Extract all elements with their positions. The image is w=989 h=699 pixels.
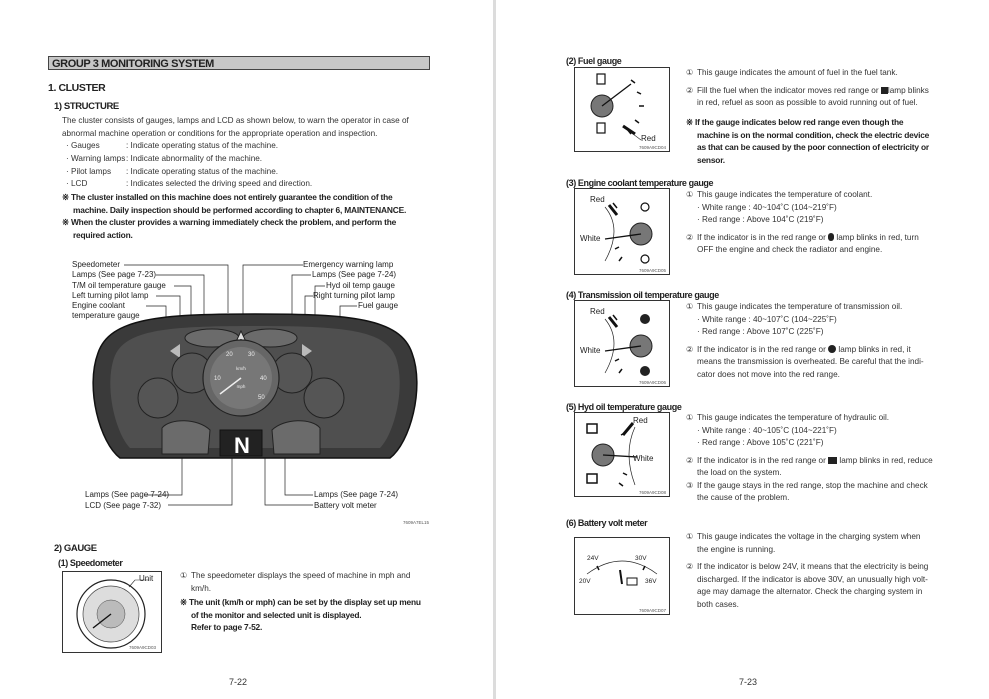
list-term: · Gauges (66, 141, 100, 150)
coolant-lamp-icon (828, 233, 834, 241)
item-number: ② (686, 232, 694, 242)
callout-lamps-723: Lamps (See page 7-23) (72, 270, 157, 279)
fuel-gauge-figure (574, 67, 670, 152)
list-item (66, 178, 436, 191)
fuel-red-label: Red (641, 134, 656, 143)
note-line: of the monitor and selected unit is displayed. (191, 609, 362, 620)
speedometer-figure (62, 571, 162, 653)
callout-coolant-2: temperature gauge (72, 311, 140, 320)
note-line: machine. Daily inspection should be performed according to chapter 6, MAINTENANCE. (73, 204, 407, 215)
item-number: ③ (686, 480, 694, 490)
item-number: ② (686, 455, 694, 465)
page-number: 7-22 (229, 677, 248, 687)
list-item (66, 166, 436, 179)
transmission-text-line: · Red range : Above 107˚C (225˚F) (697, 327, 824, 336)
note-line: Refer to page 7-52. (191, 622, 263, 632)
hyd-white-label: White (633, 454, 654, 463)
hyd-description (686, 412, 946, 505)
item-number: ② (686, 85, 694, 95)
callout-lamps-724: Lamps (See page 7-24) (312, 270, 397, 279)
hyd-text-line: This gauge indicates the temperature of hydraulic oil. (697, 413, 890, 422)
cluster-tick: 10 (214, 376, 221, 382)
cluster-tick: 20 (226, 352, 233, 358)
coolant-text-line: · White range : 40~104˚C (104~219˚F) (697, 202, 837, 212)
transmission-description (686, 301, 946, 381)
fuel-note (686, 116, 946, 166)
note-line: machine is on the normal condition, check the electric device (697, 129, 930, 140)
fuel-text-line: This gauge indicates the amount of fuel in the fuel tank. (697, 68, 898, 77)
intro-line: abnormal machine operation or conditions for the appropriate operation and inspection. (62, 128, 378, 138)
item-number: ① (686, 532, 694, 541)
note-line: ※ If the gauge indicates below red range even though the (686, 117, 904, 127)
battery-text-line: discharged. If the indicator is above 30V, an unusually high volt- (697, 574, 928, 584)
coolant-description (686, 189, 946, 257)
right-page (496, 0, 989, 699)
intro-line: The cluster consists of gauges, lamps and LCD as shown below, to warn the operator in case of (62, 116, 409, 125)
coolant-gauge-figure (574, 188, 670, 275)
item-number: ① (686, 190, 694, 199)
battery-tick-20: 20V (579, 578, 591, 585)
hyd-text-line: lamp blinks in red, reduce (839, 455, 933, 465)
hyd-fig-code: 7609A9CD08 (639, 490, 667, 495)
list-term: · Pilot lamps (66, 166, 112, 176)
fuel-text-line: in red, refuel as soon as possible to avoid running out of fuel. (697, 98, 918, 107)
speedo-fig-code: 7609A9CD03 (129, 645, 157, 650)
fuel-lamp-icon (881, 87, 888, 94)
speedo-unit-label: Unit (139, 574, 154, 583)
battery-gauge-title: (6) Battery volt meter (566, 518, 648, 528)
list-term: · LCD (66, 179, 88, 189)
cluster-tick: 50 (258, 395, 265, 401)
hyd-text-line: · White range : 40~105˚C (104~221˚F) (697, 425, 837, 435)
fuel-gauge-title: (2) Fuel gauge (566, 56, 622, 66)
note-line: ※ When the cluster provides a warning immediately check the problem, and perform the (62, 217, 397, 227)
callout-bottom-lamps: Lamps (See page 7-24) (85, 490, 170, 499)
coolant-gauge-title: (3) Engine coolant temperature gauge (566, 178, 714, 188)
battery-text-line: the engine is running. (697, 544, 776, 554)
list-term: · Warning lamps (66, 153, 126, 163)
list-desc: : Indicates selected the driving speed and direction. (126, 179, 313, 189)
hyd-text-line: the load on the system. (697, 468, 782, 477)
battery-text-line: This gauge indicates the voltage in the charging system when (697, 532, 921, 541)
callout-speedometer: Speedometer (72, 260, 121, 269)
transmission-fig-code: 7609A9CD06 (639, 380, 667, 385)
component-list (66, 140, 436, 191)
coolant-text-line: If the indicator is in the red range or (697, 232, 826, 242)
transmission-gauge-figure (574, 300, 670, 387)
callout-coolant: Engine coolant (72, 301, 125, 310)
fuel-fig-code: 7609A9CD04 (639, 145, 667, 150)
callout-bottom-lamps-right: Lamps (See page 7-24) (314, 490, 399, 499)
callout-hyd-oil: Hyd oil temp gauge (326, 281, 395, 290)
battery-text-line: age may damage the alternator. Check the charging system in (697, 587, 923, 596)
transmission-white-label: White (580, 346, 601, 355)
callout-tm-oil: T/M oil temperature gauge (72, 281, 166, 290)
hyd-text-line: If the indicator is in the red range or (697, 455, 826, 465)
list-desc: : Indicate operating status of the machine. (126, 166, 279, 176)
list-desc: : Indicate abnormality of the machine. (126, 153, 263, 163)
item-number: ② (686, 344, 694, 354)
transmission-text-line: lamp blinks in red, it (838, 344, 911, 354)
cluster-unit-kmh: km/h (236, 366, 246, 371)
transmission-text-line: means the transmission is overheated. Be careful that the indi- (697, 357, 924, 366)
fuel-description (686, 67, 946, 110)
item-number: ① (686, 302, 694, 311)
section-title: 1. CLUSTER (48, 82, 106, 94)
callout-battery: Battery volt meter (314, 501, 377, 510)
group-title: GROUP 3 MONITORING SYSTEM (48, 56, 430, 70)
hyd-text-line: the cause of the problem. (697, 493, 790, 502)
cluster-tick: 30 (248, 352, 255, 358)
battery-gauge-svg (575, 538, 669, 614)
list-item (66, 140, 436, 153)
intro-paragraph (62, 115, 442, 140)
callout-lcd: LCD (See page 7-32) (85, 501, 162, 510)
hyd-text-line: · Red range : Above 105˚C (221˚F) (697, 438, 824, 447)
battery-tick-24: 24V (587, 555, 599, 562)
note-line: ※ The unit (km/h or mph) can be set by the display set up menu (180, 597, 421, 607)
note-line: ※ The cluster installed on this machine does not entirely guarantee the condition of the (62, 192, 393, 202)
battery-text-line: both cases. (697, 599, 739, 609)
callout-emergency: Emergency warning lamp (303, 260, 394, 269)
speedo-description: ① The speedometer displays the speed of machine in mph and km/h. (180, 570, 440, 595)
item-number: ② (686, 562, 694, 571)
structure-title: 1) STRUCTURE (54, 101, 119, 112)
coolant-text-line: OFF the engine and check the radiator and engine. (697, 245, 883, 254)
item-number: ① (686, 68, 694, 77)
battery-tick-30: 30V (635, 555, 647, 562)
note-line: sensor. (697, 154, 725, 165)
page-number: 7-23 (739, 677, 758, 687)
coolant-white-label: White (580, 234, 601, 243)
battery-gauge-figure (574, 537, 670, 615)
battery-text-line: If the indicator is below 24V, it means that the electricity is being (697, 562, 929, 571)
callout-left-turn: Left turning pilot lamp (72, 291, 149, 300)
transmission-red-label: Red (590, 307, 605, 316)
coolant-text-line: This gauge indicates the temperature of coolant. (697, 190, 873, 199)
coolant-fig-code: 7609A9CD05 (639, 268, 667, 273)
cluster-figure-code: 7609A7EL15 (403, 520, 430, 525)
coolant-text-line: lamp blinks in red, turn (836, 232, 919, 242)
fuel-text-line: lamp blinks (887, 85, 929, 95)
callout-fuel: Fuel gauge (358, 301, 399, 310)
speedo-text-line: The speedometer displays the speed of machine in mph and (191, 571, 411, 580)
transmission-text-line: · White range : 40~107˚C (104~225˚F) (697, 314, 837, 324)
speedometer-svg (63, 572, 161, 652)
transmission-gauge-title: (4) Transmission oil temperature gauge (566, 290, 719, 300)
transmission-text-line: This gauge indicates the temperature of transmission oil. (697, 302, 903, 311)
speedo-note (180, 596, 445, 634)
battery-tick-36: 36V (645, 578, 657, 585)
battery-description (686, 531, 946, 611)
cluster-lcd-gear: N (234, 433, 250, 458)
hyd-gauge-figure (574, 412, 670, 497)
speedometer-title: (1) Speedometer (58, 558, 123, 568)
speedo-text-line: km/h. (191, 583, 212, 593)
note-line: as that can be caused by the poor connection of electricity or (697, 142, 929, 152)
cluster-unit-mph: mph (236, 384, 246, 389)
hyd-gauge-title: (5) Hyd oil temperature gauge (566, 402, 682, 412)
transmission-text-line: cator does not move into the red range. (697, 369, 840, 379)
fuel-text-line: Fill the fuel when the indicator moves red range or (697, 85, 879, 95)
coolant-text-line: · Red range : Above 104˚C (219˚F) (697, 215, 824, 224)
coolant-red-label: Red (590, 195, 605, 204)
hyd-text-line: If the gauge stays in the red range, stop the machine and check (697, 480, 928, 490)
list-desc: : Indicate operating status of the machine. (126, 141, 279, 150)
item-number: ① (686, 413, 694, 422)
warning-note (62, 191, 447, 241)
note-line: required action. (73, 229, 133, 240)
battery-fig-code: 7609A9CD07 (639, 608, 667, 613)
transmission-text-line: If the indicator is in the red range or (697, 344, 826, 354)
left-page (0, 0, 493, 699)
transmission-lamp-icon (828, 345, 836, 353)
cluster-tick: 40 (260, 376, 267, 382)
callout-right-turn: Right turning pilot lamp (313, 291, 395, 300)
list-item (66, 153, 436, 166)
hyd-red-label: Red (633, 416, 648, 425)
hyd-lamp-icon (828, 457, 837, 464)
cluster-figure (70, 258, 440, 508)
gauge-title: 2) GAUGE (54, 543, 97, 554)
hyd-gauge-svg (575, 413, 669, 496)
